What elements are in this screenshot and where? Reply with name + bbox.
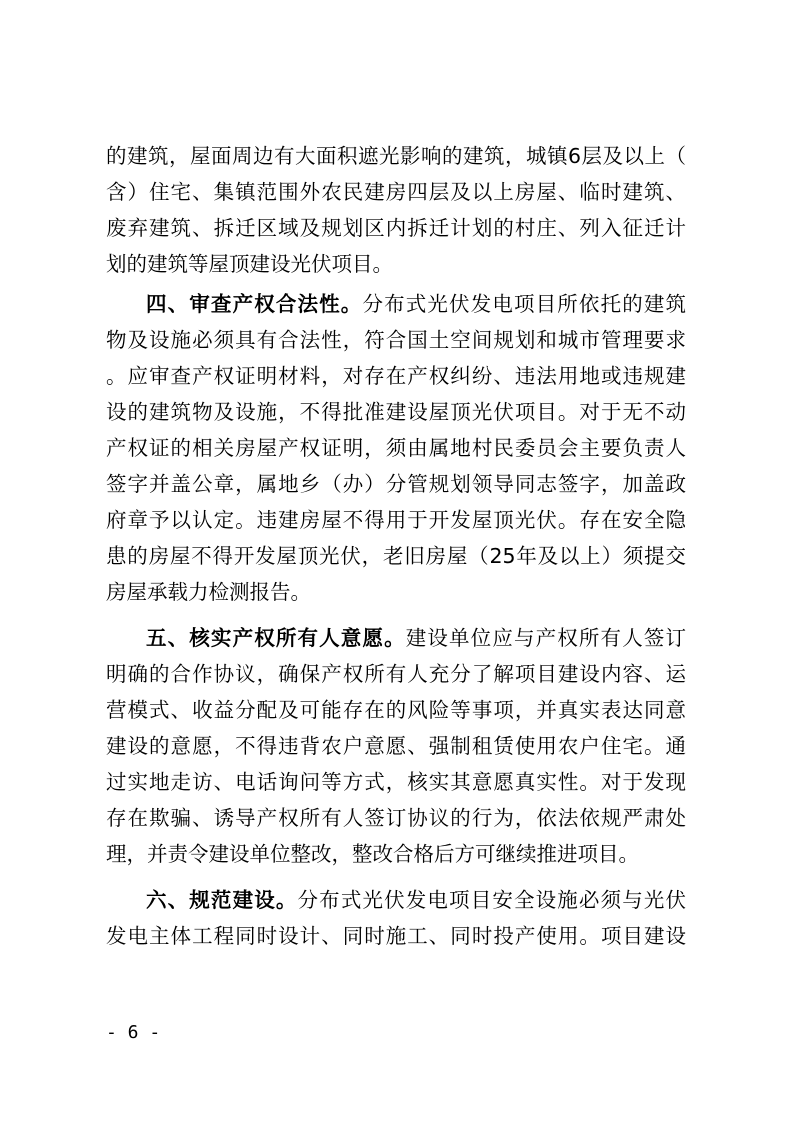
body-text-line: 建设的意愿，不得违背农户意愿、强制租赁使用农户住宅。通 bbox=[106, 734, 686, 758]
section-heading: 五、核实产权所有人意愿。 bbox=[146, 626, 406, 650]
body-text-line: 划的建筑等屋顶建设光伏项目。 bbox=[106, 252, 393, 276]
body-text-line: 营模式、收益分配及可能存在的风险等事项，并真实表达同意 bbox=[106, 698, 686, 722]
body-text-line: 过实地走访、电话询问等方式，核实其意愿真实性。对于发现 bbox=[106, 770, 686, 794]
section-text: 分布式光伏发电项目安全设施必须与光伏 bbox=[297, 888, 687, 912]
body-text-line: 的建筑，屋面周边有大面积遮光影响的建筑，城镇6层及以上（ bbox=[106, 144, 686, 168]
body-text-line: 物及设施必须具有合法性，符合国土空间规划和城市管理要求 bbox=[106, 328, 686, 352]
body-text-line: 明确的合作协议，确保产权所有人充分了解项目建设内容、运 bbox=[106, 662, 686, 686]
body-text-line: 签字并盖公章，属地乡（办）分管规划领导同志签字，加盖政 bbox=[106, 472, 686, 496]
body-text-line: 府章予以认定。违建房屋不得用于开发屋顶光伏。存在安全隐 bbox=[106, 508, 686, 532]
body-text-line: 设的建筑物及设施，不得批准建设屋顶光伏项目。对于无不动 bbox=[106, 400, 686, 424]
body-text-line: 废弃建筑、拆迁区域及规划区内拆迁计划的村庄、列入征迁计 bbox=[106, 216, 686, 240]
body-text-line: 理，并责令建设单位整改，整改合格后方可继续推进项目。 bbox=[106, 842, 639, 866]
body-text-line: 发电主体工程同时设计、同时施工、同时投产使用。项目建设 bbox=[106, 924, 686, 948]
body-text-line: 房屋承载力检测报告。 bbox=[106, 580, 311, 604]
body-text-line: 存在欺骗、诱导产权所有人签订协议的行为，依法依规严肃处 bbox=[106, 806, 686, 830]
section-text: 建设单位应与产权所有人签订 bbox=[405, 626, 686, 650]
page-number: - 6 - bbox=[106, 1022, 161, 1043]
body-text-line: 产权证的相关房屋产权证明，须由属地村民委员会主要负责人 bbox=[106, 436, 686, 460]
section-text: 分布式光伏发电项目所依托的建筑 bbox=[362, 292, 687, 316]
section-paragraph-line bbox=[146, 286, 686, 322]
body-text-line: 。应审查产权证明材料，对存在产权纠纷、违法用地或违规建 bbox=[106, 364, 686, 388]
section-paragraph-line bbox=[146, 882, 686, 918]
body-text-line: 含）住宅、集镇范围外农民建房四层及以上房屋、临时建筑、 bbox=[106, 180, 686, 204]
body-text-line: 患的房屋不得开发屋顶光伏，老旧房屋（25年及以上）须提交 bbox=[106, 544, 686, 568]
section-heading: 六、规范建设。 bbox=[146, 888, 298, 912]
section-paragraph-line bbox=[146, 620, 686, 656]
section-heading: 四、审查产权合法性。 bbox=[146, 292, 363, 316]
